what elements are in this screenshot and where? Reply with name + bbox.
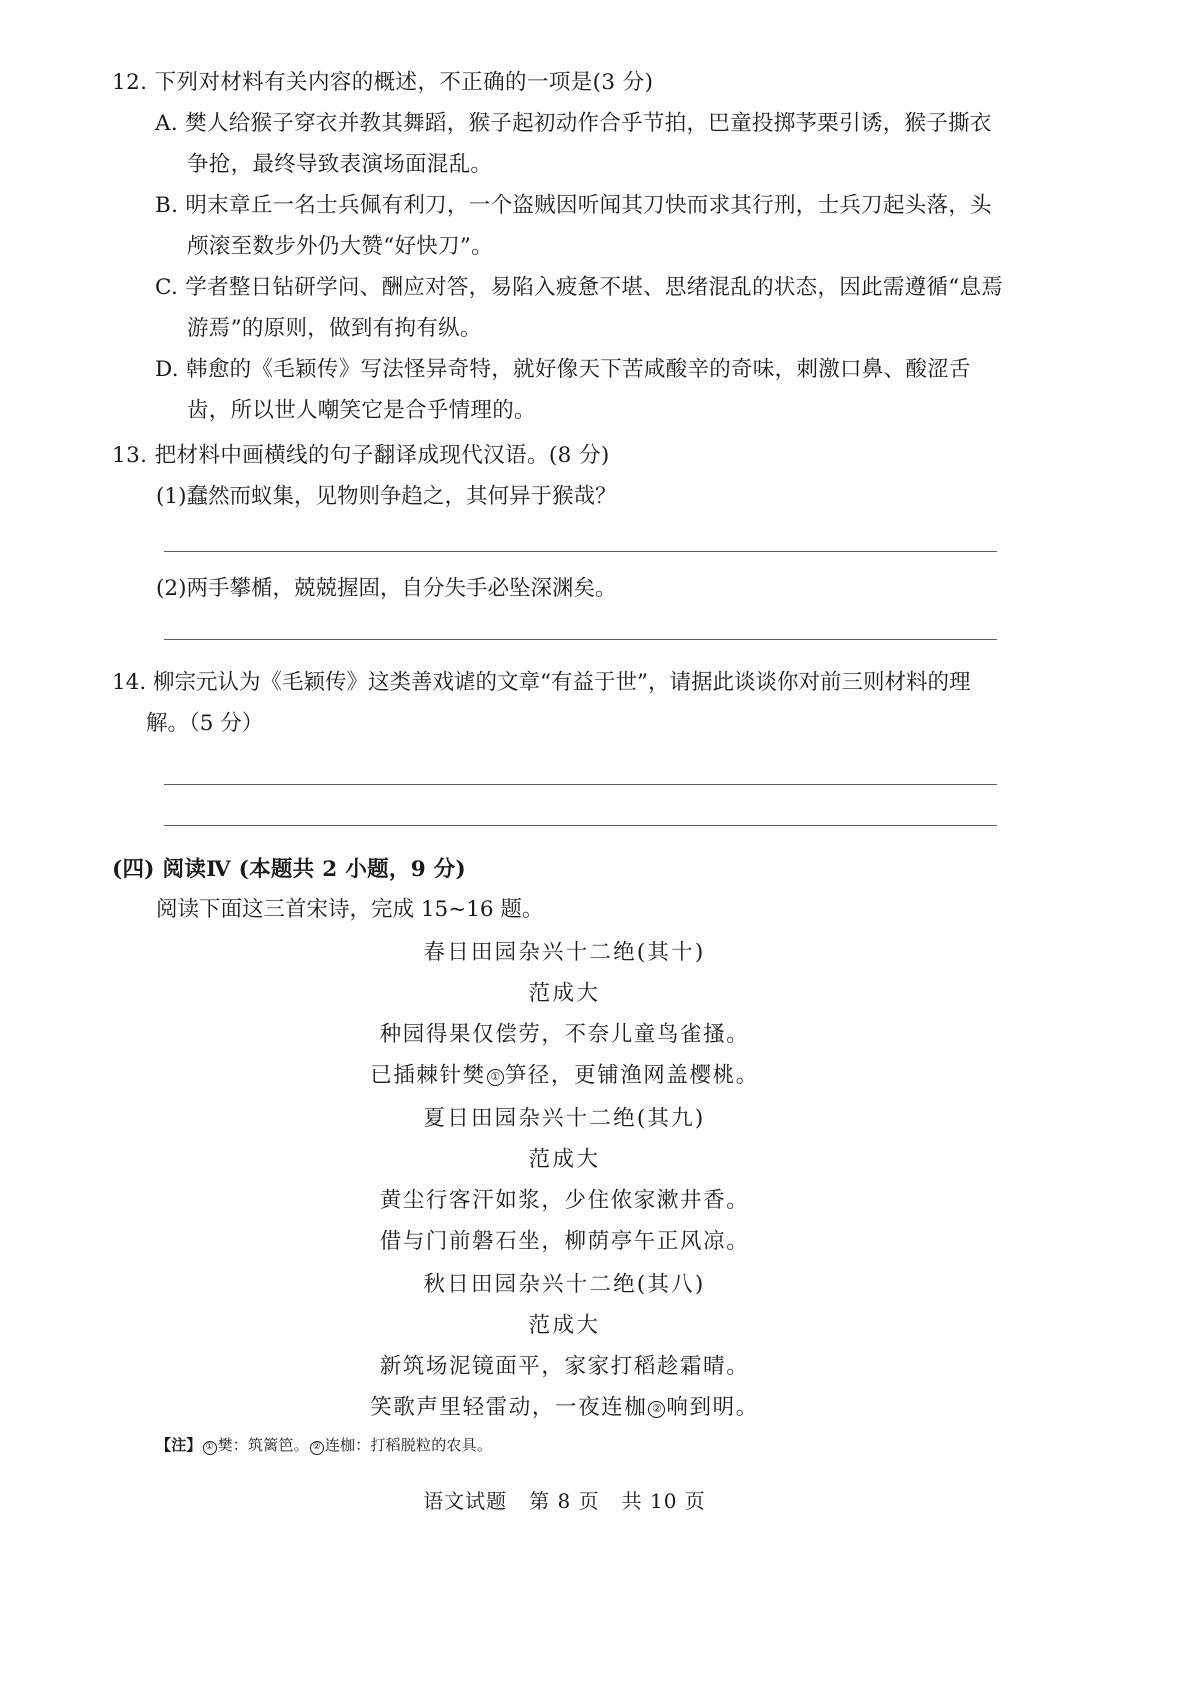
footer-subject: 语文试题 [423,1489,508,1513]
question-12-option-c [112,267,1017,308]
option-c-line1: 学者整日钻研学问、酬应对答，易陷入疲惫不堪、思绪混乱的状态，因此需遵循“息焉 [185,275,1004,300]
footer-total-pages: 共 10 页 [621,1489,706,1513]
poem-autumn-line-2 [112,1387,1017,1428]
poem-summer-author: 范成大 [528,1147,601,1172]
footnote-circ-1-icon: ① [203,1441,217,1455]
section-four-heading: (四) 阅读Ⅳ (本题共 2 小题，9 分) [112,857,467,882]
poem-summer-line-2: 借与门前磐石坐，柳荫亭午正风凉。 [379,1229,750,1254]
question-12-option-b [112,185,1017,226]
answer-space-13-2[interactable] [112,609,1017,639]
question-12-stem [112,62,1017,103]
option-b-line1: 明末章丘一名士兵佩有利刀，一个盗贼因听闻其刀快而求其行刑，士兵刀起头落，头 [185,193,992,218]
question-12-option-b-cont [112,226,1017,267]
question-12-option-c-cont [112,308,1017,349]
page-footer [112,1484,1017,1518]
question-12-option-a [112,103,1017,144]
section-four-intro: 阅读下面这三首宋诗，完成 15~16 题。 [156,897,544,922]
question-12-option-d-cont [112,390,1017,431]
option-b-label: B. [155,193,179,218]
option-d-label: D. [155,357,179,382]
question-13-sub-2: (2)两手攀楯，兢兢握固，自分失手必坠深渊矣。 [156,576,617,601]
question-14-text: 柳宗元认为《毛颖传》这类善戏谑的文章“有益于世”，请据此谈谈你对前三则材料的理 [153,670,971,695]
footnote-label: 【注】 [156,1436,202,1454]
question-13-stem [112,435,1017,476]
footnote-marker-1-icon: ① [487,1069,504,1086]
footnote-marker-2-icon: ② [648,1401,665,1418]
answer-space-14-a[interactable] [112,744,1017,784]
question-13 [112,435,1017,640]
question-13-sub-1: (1)蠢然而蚁集，见物则争趋之，其何异于猴哉？ [156,484,617,509]
option-d-line1: 韩愈的《毛颖传》写法怪异奇特，就好像天下苦咸酸辛的奇味，刺激口鼻、酸涩舌 [186,357,971,382]
question-14-line2: 解。（5 分） [146,711,264,736]
poem-summer-line-1: 黄尘行客汗如浆，少住侬家漱井香。 [379,1188,750,1213]
poem-spring-title: 春日田园杂兴十二绝(其十) [423,940,706,965]
question-13-number: 13. [112,443,148,468]
answer-rule-14-2 [164,825,997,826]
poem-autumn-line-2-a: 笑歌声里轻雷动，一夜连枷 [370,1395,648,1420]
option-d-line2: 齿，所以世人嘲笑它是合乎情理的。 [187,398,536,423]
poem-spring-line-2-a: 已插棘针樊 [370,1063,486,1088]
poem-autumn [112,1264,1017,1428]
poem-summer-title: 夏日田园杂兴十二绝(其九) [423,1106,706,1131]
poem-summer [112,1098,1017,1262]
question-14-line1 [112,662,1017,703]
footnote [112,1432,1017,1458]
poem-spring [112,932,1017,1096]
option-c-line2: 游焉”的原则，做到有拘有纵。 [187,316,482,341]
option-a-line1: 樊人给猴子穿衣并教其舞蹈，猴子起初动作合乎节拍，巴童投掷芧栗引诱，猴子撕衣 [185,111,992,136]
poem-spring-line-2 [112,1055,1017,1096]
question-12-option-d [112,349,1017,390]
page-content [112,62,1017,1518]
footnote-text-1: 樊：筑篱笆。 [217,1436,309,1454]
footnote-circ-2-icon: ② [310,1441,324,1455]
footer-page-number: 第 8 页 [529,1489,600,1513]
question-12-option-a-cont [112,144,1017,185]
option-a-label: A. [155,111,178,136]
answer-rule-13-2 [164,639,997,640]
poem-autumn-line-1: 新筑场泥镜面平，家家打稻趁霜晴。 [379,1354,750,1379]
option-b-line2: 颅滚至数步外仍大赞“好快刀”。 [187,234,493,259]
poem-autumn-line-2-b: 响到明。 [666,1395,759,1420]
answer-space-13-1[interactable] [112,517,1017,551]
option-a-line2: 争抢，最终导致表演场面混乱。 [187,152,493,177]
poem-spring-author: 范成大 [528,981,601,1006]
question-14 [112,662,1017,826]
poem-spring-line-1-text: 种园得果仅偿劳，不奈儿童鸟雀搔。 [379,1022,750,1047]
answer-space-14-b[interactable] [112,785,1017,825]
section-four [112,850,1017,930]
poem-spring-line-2-b: 笋径，更铺渔网盖樱桃。 [504,1063,759,1088]
footnote-text-2: 连枷：打稻脱粒的农具。 [324,1436,493,1454]
question-12 [112,62,1017,431]
option-c-label: C. [155,275,179,300]
poem-spring-line-1 [112,1014,1017,1055]
question-12-number: 12. [112,70,148,95]
poem-autumn-title: 秋日田园杂兴十二绝(其八) [423,1272,706,1297]
question-13-text: 把材料中画横线的句子翻译成现代汉语。(8 分) [154,443,610,468]
question-12-text: 下列对材料有关内容的概述，不正确的一项是(3 分) [154,70,654,95]
question-14-number: 14. [112,670,147,695]
poem-autumn-author: 范成大 [528,1313,601,1338]
